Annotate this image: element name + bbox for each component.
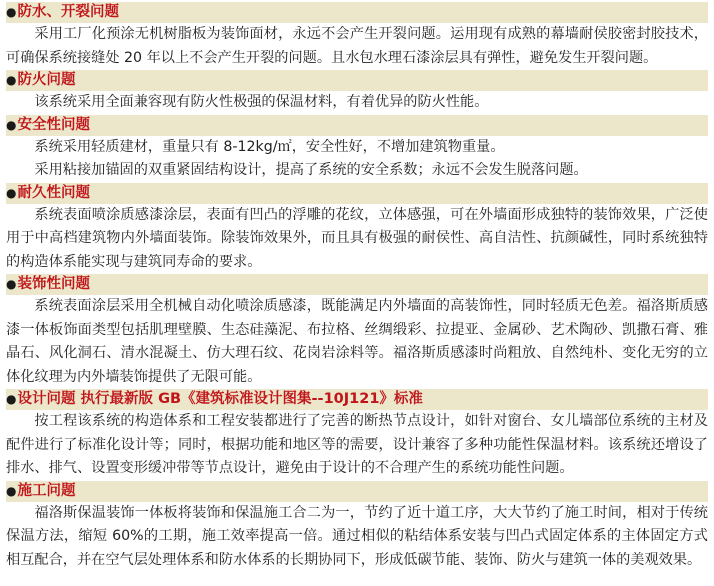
bullet-icon: ● <box>6 117 17 132</box>
section-heading <box>6 481 708 502</box>
section-fire <box>6 70 708 115</box>
bullet-icon: ● <box>6 5 17 19</box>
section-heading-text: 防火问题 <box>17 72 76 88</box>
section-heading-text: 安全性问题 <box>17 116 90 133</box>
section-heading <box>6 183 708 204</box>
section-paragraph: 系统表面涂层采用全机械自动化喷涂质感漆，既能满足内外墙面的高装饰性，同时轻质无色差。福洛斯质感漆一体板饰面类型包括肌理壁膜、生态硅藻泥、布拉格、丝绸缎彩、拉提亚、金属砂、艺术陶砂、凯撒石膏、雅晶石、风化洞石、清水混凝土、仿大理石纹、花岗岩涂料等。福洛斯质感漆时尚粗放、自然纯朴、变化无穷的立体化纹理为内外墙装饰提供了无限可能。 <box>6 298 708 385</box>
section-paragraph: 按工程该系统的构造体系和工程安装都进行了完善的断热节点设计，如针对窗台、女儿墙部位系统的主材及配件进行了标准化设计等；同时，根据功能和地区等的需要，设计兼容了多种功能性保温材料。该系统还增设了排水、排气、设置变形缓冲带等节点设计，避免由于设计的不合理产生的系统功能性问题。 <box>6 413 708 476</box>
bullet-icon: ● <box>6 277 17 291</box>
section-heading-text: 防水、开裂问题 <box>17 4 119 20</box>
bullet-icon: ● <box>6 483 17 498</box>
section-paragraph: 系统采用轻质建材，重量只有 8-12kg/㎡，安全性好，不增加建筑物重量。 <box>34 138 505 155</box>
section-heading <box>6 389 708 410</box>
section-heading-text: 施工问题 <box>17 482 76 499</box>
section-decoration <box>6 274 708 389</box>
section-paragraph: 该系统采用全面兼容现有防火性极强的保温材料，有着优异的防火性能。 <box>34 94 489 110</box>
bullet-icon: ● <box>6 185 17 200</box>
section-waterproof-cracking <box>6 2 708 70</box>
section-durability <box>6 183 708 275</box>
section-construction <box>6 481 708 573</box>
section-heading <box>6 115 708 136</box>
section-heading <box>6 274 708 295</box>
section-paragraph: 采用粘接加锚固的双重紧固结构设计，提高了系统的安全系数；永远不会发生脱落问题。 <box>34 162 588 178</box>
section-paragraph: 采用工厂化预涂无机树脂板为装饰面材，永远不会产生开裂问题。运用现有成熟的幕墙耐侯胶密封胶技术，可确保系统接缝处 20 年以上不会产生开裂的问题。且水包水理石漆涂层具有弹性，避免发生开裂问题。 <box>6 26 708 66</box>
section-paragraph: 福洛斯保温装饰一体板将装饰和保温施工合二为一，节约了近十道工序，大大节约了施工时间，相对于传统保温方法，缩短 60%的工期，施工效率提高一倍。通过相似的粘结体系安装与凹凸式固定体系的主体固定方式相互配合，并在空气层处理体系和防水体系的长期协同下，形成低碳节能、装饰、防火与建筑一体的美观效果。 <box>6 504 708 568</box>
section-heading-text: 耐久性问题 <box>17 184 90 201</box>
bullet-icon: ● <box>6 392 17 406</box>
section-heading-text: 装饰性问题 <box>17 276 90 292</box>
section-heading <box>6 2 708 23</box>
section-paragraph: 系统表面喷涂质感漆涂层，表面有凹凸的浮雕的花纹，立体感强，可在外墙面形成独特的装饰效果，广泛使用于中高档建筑物内外墙面装饰。除装饰效果外，而且具有极强的耐侯性、高自洁性、抗颜碱性，同时系统独特的构造体系能实现与建筑同寿命的要求。 <box>6 206 708 270</box>
section-heading <box>6 70 708 91</box>
section-heading-text: 设计问题 执行最新版 GB《建筑标准设计图集--10J121》标准 <box>17 391 423 407</box>
bullet-icon: ● <box>6 73 17 87</box>
section-design <box>6 389 708 481</box>
section-safety <box>6 115 708 183</box>
